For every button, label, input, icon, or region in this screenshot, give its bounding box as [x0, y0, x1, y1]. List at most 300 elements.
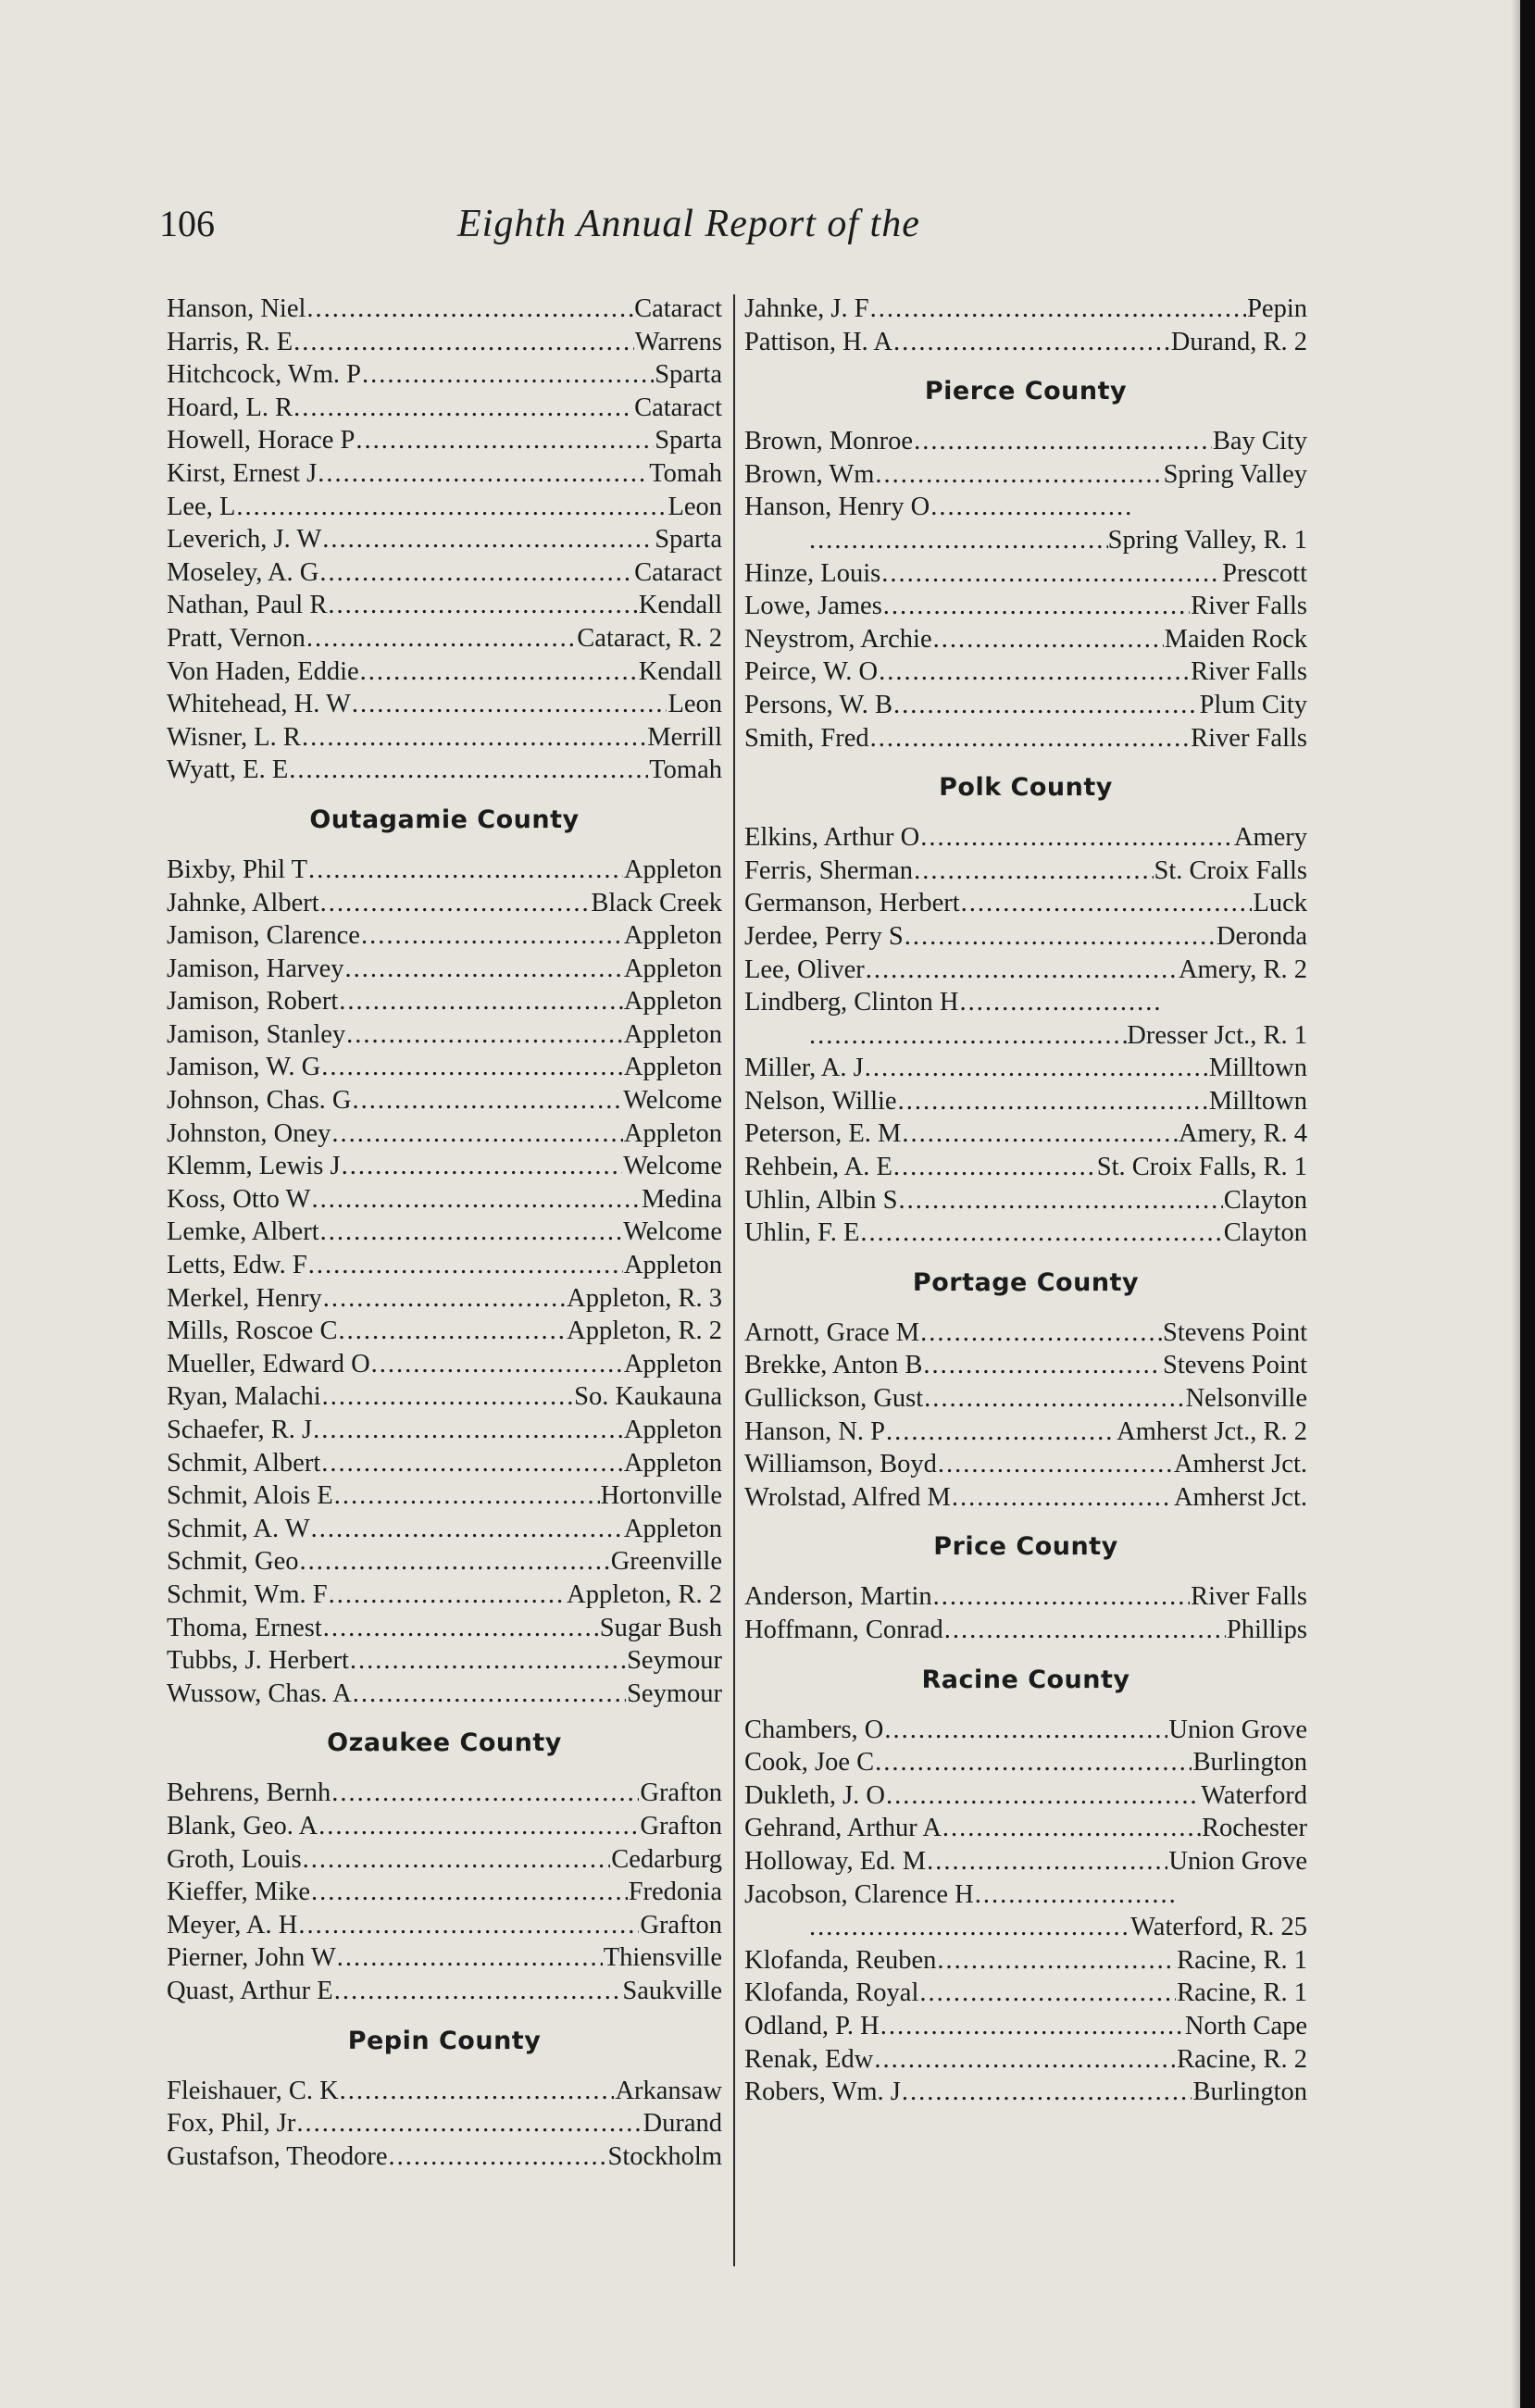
- entry-name: Peterson, E. M: [744, 1119, 902, 1149]
- entry-name: Schmit, Albert: [167, 1448, 321, 1478]
- entry-place: Fredonia: [628, 1878, 722, 1907]
- entry-name: Howell, Horace P: [167, 426, 356, 455]
- dot-leader: [870, 722, 1191, 755]
- entry-name: Schmit, Geo: [167, 1547, 299, 1577]
- directory-entry: [744, 557, 1307, 591]
- dot-leader: [899, 1184, 1223, 1217]
- entry-name: Neystrom, Archie: [744, 624, 932, 654]
- entry-place: Greenville: [610, 1547, 722, 1577]
- directory-entry: [167, 1380, 722, 1414]
- directory-entry: [744, 1151, 1307, 1184]
- dot-leader: [875, 1746, 1192, 1779]
- directory-entry: [167, 1876, 722, 1909]
- entry-place: Plum City: [1199, 690, 1307, 719]
- page-edge: [1520, 0, 1535, 2408]
- dot-leader: [952, 1481, 1173, 1515]
- dot-leader: [289, 754, 648, 787]
- dot-leader: [306, 293, 633, 326]
- page-edge-shadow: [1511, 0, 1520, 2408]
- entry-name: Mueller, Edward O: [167, 1349, 370, 1379]
- directory-entry: [744, 1878, 1307, 1912]
- dot-leader: [860, 1216, 1222, 1250]
- entry-place: Racine, R. 1: [1177, 1945, 1307, 1975]
- dot-leader: [902, 1117, 1178, 1151]
- directory-entry: [167, 1084, 722, 1117]
- directory-entry: [167, 887, 722, 920]
- directory-entry: [744, 1349, 1307, 1382]
- entry-place: Milltown: [1208, 1054, 1307, 1083]
- dot-leader: [321, 1447, 623, 1480]
- dot-leader: [318, 457, 648, 491]
- dot-leader: [893, 326, 1170, 359]
- dot-leader: [302, 721, 646, 755]
- directory-entry: [744, 326, 1307, 359]
- entry-name: Lindberg, Clinton H: [744, 988, 959, 1017]
- dot-leader: [308, 1249, 623, 1282]
- dot-leader: [938, 1448, 1173, 1481]
- dot-leader: [923, 1349, 1162, 1382]
- entry-place: Milltown: [1208, 1086, 1307, 1116]
- county-heading: Polk County: [939, 773, 1113, 803]
- entry-place: Cataract: [634, 557, 722, 587]
- entry-place: Grafton: [640, 1778, 722, 1808]
- directory-entry: [167, 1282, 722, 1316]
- county-heading: Portage County: [912, 1267, 1140, 1297]
- entry-name: Meyer, A. H: [167, 1910, 298, 1940]
- dot-leader: [320, 887, 591, 920]
- entry-continuation: [744, 1911, 1307, 1944]
- dot-leader: [942, 1812, 1201, 1845]
- entry-place: Spring Valley, R. 1: [1107, 525, 1307, 555]
- dot-leader: [933, 1580, 1190, 1614]
- entry-place: Amery: [1233, 823, 1307, 853]
- directory-entry: [167, 1909, 722, 1942]
- dot-leader: [371, 1348, 623, 1381]
- directory-entry: [167, 1117, 722, 1151]
- directory-entry: [744, 1416, 1307, 1449]
- directory-entry: [744, 1481, 1307, 1515]
- directory-entry: [167, 754, 722, 787]
- directory-entry: [167, 556, 722, 590]
- entry-place: Sparta: [655, 360, 722, 390]
- dot-leader: [886, 1779, 1200, 1813]
- entry-name: Brown, Monroe: [744, 427, 914, 456]
- directory-entry: [167, 1150, 722, 1183]
- dot-leader: [919, 1977, 1176, 2010]
- entry-place: Deronda: [1216, 921, 1307, 951]
- entry-place: Stevens Point: [1163, 1351, 1307, 1380]
- directory-entry: [744, 1580, 1307, 1614]
- dot-leader: [334, 1479, 600, 1513]
- dot-leader: [352, 688, 668, 721]
- entry-place: Appleton: [623, 1019, 722, 1049]
- dot-leader: [898, 1085, 1208, 1118]
- entry-name: Klemm, Lewis J: [167, 1152, 341, 1181]
- entry-place: Rochester: [1202, 1814, 1307, 1843]
- entry-name: Gehrand, Arthur A: [744, 1814, 942, 1843]
- dot-leader: [306, 622, 576, 655]
- entry-place: Medina: [641, 1184, 722, 1214]
- entry-name: Groth, Louis: [167, 1844, 302, 1874]
- directory-entry: [167, 1843, 722, 1877]
- directory-entry: [167, 358, 722, 392]
- entry-name: Quast, Arthur E: [167, 1976, 333, 2005]
- dot-leader: [875, 458, 1162, 492]
- directory-entry: [744, 1382, 1307, 1416]
- running-title: Eighth Annual Report of the: [457, 203, 920, 245]
- dot-leader: [959, 986, 1163, 1019]
- directory-entry: [167, 688, 722, 721]
- entry-place: Appleton: [623, 921, 722, 951]
- dot-leader: [880, 2010, 1184, 2043]
- entry-place: Appleton: [623, 987, 722, 1017]
- entry-place: Sugar Bush: [599, 1613, 722, 1642]
- entry-name: Gullickson, Gust: [744, 1384, 924, 1414]
- dot-leader: [293, 326, 634, 359]
- directory-entry: [744, 986, 1307, 1019]
- entry-place: Seymour: [627, 1646, 722, 1676]
- entry-place: So. Kaukauna: [574, 1382, 722, 1412]
- entry-name: Hinze, Louis: [744, 558, 881, 588]
- entry-place: Tomah: [649, 458, 722, 488]
- dot-leader: [311, 1876, 628, 1909]
- entry-name: Gustafson, Theodore: [167, 2141, 388, 2171]
- dot-leader: [744, 1911, 1130, 1944]
- directory-entry: [167, 326, 722, 359]
- entry-place: Appleton: [623, 1053, 722, 1082]
- directory-entry: [744, 2076, 1307, 2109]
- page-header: [0, 196, 1518, 252]
- entry-name: Peirce, W. O: [744, 657, 879, 687]
- directory-entry: [744, 1779, 1307, 1813]
- entry-name: Smith, Fred: [744, 723, 869, 753]
- dot-leader: [975, 1878, 1179, 1912]
- county-heading: Ozaukee County: [327, 1728, 562, 1758]
- entry-name: Anderson, Martin: [744, 1582, 932, 1612]
- entry-place: Welcome: [623, 1086, 722, 1116]
- dot-leader: [893, 689, 1199, 722]
- directory-entry: [167, 622, 722, 655]
- dot-leader: [236, 491, 667, 524]
- dot-leader: [881, 557, 1221, 591]
- entry-continuation: [744, 1019, 1307, 1053]
- dot-leader: [345, 953, 623, 986]
- dot-leader: [311, 1183, 640, 1216]
- entry-place: Sparta: [655, 426, 722, 455]
- dot-leader: [933, 623, 1164, 656]
- dot-leader: [313, 1414, 623, 1447]
- entry-place: Prescott: [1222, 558, 1307, 588]
- entry-name: Jerdee, Perry S: [744, 921, 904, 951]
- directory-entry: [167, 1183, 722, 1216]
- entry-name: Harris, R. E: [167, 327, 293, 356]
- entry-place: Arkansaw: [615, 2076, 722, 2105]
- dot-leader: [389, 2140, 607, 2174]
- directory-entry: [167, 953, 722, 986]
- entry-place: Phillips: [1226, 1616, 1307, 1644]
- directory-entry: [167, 2107, 722, 2140]
- entry-place: Leon: [668, 492, 722, 521]
- entry-place: Appleton, R. 3: [567, 1283, 722, 1313]
- entry-place: Appleton: [623, 1448, 722, 1478]
- dot-leader: [303, 1843, 611, 1877]
- entry-name: Schaefer, R. J: [167, 1416, 313, 1444]
- entry-place: Welcome: [623, 1152, 722, 1181]
- entry-place: Burlington: [1192, 2077, 1307, 2107]
- entry-place: North Cape: [1184, 2011, 1307, 2040]
- entry-place: Stevens Point: [1163, 1317, 1307, 1347]
- entry-place: Appleton, R. 2: [567, 1316, 722, 1346]
- entry-place: Clayton: [1223, 1218, 1307, 1248]
- dot-leader: [353, 1678, 626, 1711]
- entry-name: Lee, L: [167, 492, 236, 521]
- dot-leader: [338, 1315, 566, 1348]
- dot-leader: [874, 2043, 1176, 2077]
- entry-place: Appleton: [623, 1349, 722, 1379]
- entry-place: Dresser Jct., R. 1: [1127, 1020, 1307, 1050]
- entry-name: Thoma, Ernest: [167, 1613, 322, 1642]
- entry-place: Amherst Jct.: [1173, 1482, 1307, 1512]
- entry-name: Pattison, H. A: [744, 327, 892, 356]
- directory-entry: [744, 1977, 1307, 2010]
- entry-place: Kendall: [638, 591, 722, 620]
- entry-name: Elkins, Arthur O: [744, 823, 920, 853]
- entry-name: Pratt, Vernon: [167, 623, 306, 653]
- directory-entry: [167, 1018, 722, 1052]
- directory-entry: [744, 821, 1307, 855]
- entry-place: Seymour: [627, 1678, 722, 1708]
- directory-entry: [167, 2075, 722, 2108]
- directory-entry: [167, 655, 722, 689]
- entry-place: Racine, R. 2: [1177, 2044, 1307, 2074]
- entry-name: Tubbs, J. Herbert: [167, 1646, 349, 1676]
- directory-entry: [744, 1845, 1307, 1878]
- entry-name: Kieffer, Mike: [167, 1878, 311, 1907]
- dot-leader: [902, 2076, 1192, 2109]
- entry-name: Uhlin, F. E: [744, 1218, 860, 1248]
- entry-name: Jamison, Robert: [167, 987, 339, 1017]
- dot-leader: [342, 1150, 622, 1183]
- entry-place: Burlington: [1192, 1748, 1307, 1778]
- entry-name: Whitehead, H. W: [167, 690, 351, 719]
- directory-entry: [744, 293, 1307, 326]
- entry-name: Ferris, Sherman: [744, 855, 914, 885]
- dot-leader: [322, 523, 654, 556]
- dot-leader: [319, 556, 633, 590]
- entry-name: Lowe, James: [744, 592, 882, 621]
- entry-place: Appleton: [623, 954, 722, 983]
- directory-entry: [167, 1612, 722, 1645]
- directory-entry: [167, 1479, 722, 1513]
- entry-place: River Falls: [1191, 1582, 1307, 1612]
- directory-entry: [167, 424, 722, 457]
- directory-entry: [167, 1975, 722, 2008]
- entry-place: Appleton: [623, 1118, 722, 1148]
- directory-entry: [167, 985, 722, 1018]
- entry-name: Schmit, Wm. F: [167, 1579, 328, 1609]
- entry-name: Nathan, Paul R: [167, 591, 328, 620]
- entry-place: Appleton: [623, 1514, 722, 1543]
- directory-entry: [167, 2140, 722, 2174]
- entry-name: Chambers, O: [744, 1715, 884, 1744]
- directory-entry: [167, 854, 722, 887]
- entry-place: Durand, R. 2: [1170, 327, 1307, 356]
- directory-entry: [744, 1746, 1307, 1779]
- dot-leader: [331, 1117, 623, 1151]
- county-heading: Pepin County: [347, 2026, 542, 2055]
- entry-name: Koss, Otto W: [167, 1184, 311, 1214]
- directory-entry: [167, 919, 722, 953]
- directory-entry: [744, 1944, 1307, 1978]
- dot-leader: [905, 920, 1216, 954]
- entry-place: Black Creek: [591, 888, 722, 917]
- left-column: [167, 293, 722, 2173]
- directory-entry: [167, 293, 722, 326]
- dot-leader: [296, 2107, 642, 2140]
- entry-name: Schmit, A. W: [167, 1514, 310, 1543]
- entry-name: Jacobson, Clarence H: [744, 1879, 974, 1909]
- entry-name: Brekke, Anton B: [744, 1351, 923, 1380]
- entry-name: Uhlin, Albin S: [744, 1185, 898, 1215]
- directory-entry: [744, 1714, 1307, 1747]
- entry-name: Persons, W. B: [744, 690, 892, 719]
- directory-entry: [744, 722, 1307, 755]
- dot-leader: [328, 589, 637, 622]
- entry-name: Pierner, John W: [167, 1943, 336, 1973]
- entry-place: Cataract: [634, 294, 722, 323]
- dot-leader: [920, 821, 1233, 855]
- entry-name: Bixby, Phil T: [167, 855, 308, 884]
- entry-place: Appleton: [623, 1416, 722, 1444]
- dot-leader: [866, 954, 1178, 987]
- dot-leader: [353, 1084, 623, 1117]
- dot-leader: [346, 1018, 623, 1052]
- entry-place: Welcome: [623, 1217, 722, 1247]
- entry-place: Amherst Jct.: [1173, 1450, 1307, 1479]
- dot-leader: [334, 1975, 622, 2008]
- county-heading: Pierce County: [924, 377, 1128, 406]
- entry-name: Klofanda, Reuben: [744, 1945, 937, 1975]
- entry-place: Luck: [1253, 889, 1307, 918]
- county-heading: Price County: [933, 1532, 1118, 1562]
- entry-place: Grafton: [640, 1811, 722, 1840]
- entry-name: Lee, Oliver: [744, 954, 865, 984]
- entry-place: Warrens: [634, 327, 722, 356]
- entry-place: Amery, R. 4: [1178, 1119, 1307, 1149]
- entry-name: Arnott, Grace M: [744, 1317, 920, 1347]
- dot-leader: [914, 855, 1153, 888]
- entry-place: Waterford: [1201, 1780, 1307, 1810]
- entry-name: Fleishauer, C. K: [167, 2076, 339, 2105]
- entry-continuation: [744, 524, 1307, 557]
- dot-leader: [298, 1909, 639, 1942]
- directory-entry: [167, 1051, 722, 1084]
- directory-entry: [744, 1316, 1307, 1350]
- entry-name: Jamison, Stanley: [167, 1019, 346, 1049]
- directory-entry: [167, 1777, 722, 1810]
- dot-leader: [329, 1578, 567, 1612]
- dot-leader: [350, 1644, 626, 1678]
- dot-leader: [331, 1777, 639, 1810]
- right-column: [744, 293, 1307, 2109]
- dot-leader: [930, 491, 1134, 524]
- dot-leader: [865, 1052, 1208, 1085]
- dot-leader: [337, 1941, 603, 1975]
- entry-name: Ryan, Malachi: [167, 1382, 321, 1412]
- directory-entry: [167, 523, 722, 556]
- entry-place: Cataract: [634, 393, 722, 422]
- entry-place: Merrill: [647, 722, 722, 752]
- entry-place: Saukville: [622, 1976, 722, 2005]
- entry-name: Jahnke, Albert: [167, 888, 319, 917]
- entry-name: Hoffmann, Conrad: [744, 1616, 943, 1644]
- entry-place: Durand: [643, 2109, 722, 2139]
- directory-entry: [167, 721, 722, 755]
- entry-name: Von Haden, Eddie: [167, 656, 359, 686]
- dot-leader: [870, 293, 1246, 326]
- entry-name: Moseley, A. G: [167, 557, 319, 587]
- directory-entry: [167, 1545, 722, 1578]
- county-heading: Racine County: [921, 1665, 1130, 1694]
- directory-entry: [167, 1644, 722, 1678]
- directory-entry: [167, 1414, 722, 1447]
- dot-leader: [879, 655, 1190, 689]
- entry-name: Miller, A. J: [744, 1054, 864, 1083]
- entry-place: Appleton: [623, 1251, 722, 1280]
- entry-name: Nelson, Willie: [744, 1086, 897, 1116]
- directory-entry: [744, 2043, 1307, 2077]
- page-number: 106: [159, 203, 215, 244]
- entry-place: Bay City: [1212, 427, 1307, 456]
- dot-leader: [360, 655, 638, 689]
- entry-place: River Falls: [1191, 723, 1307, 753]
- directory-entry: [744, 1216, 1307, 1250]
- dot-leader: [744, 524, 1108, 557]
- entry-name: Odland, P. H: [744, 2011, 880, 2040]
- column-divider: [733, 294, 735, 2266]
- entry-name: Merkel, Henry: [167, 1283, 322, 1313]
- entry-place: Cataract, R. 2: [577, 623, 722, 653]
- dot-leader: [886, 1416, 1116, 1449]
- directory-entry: [744, 2010, 1307, 2043]
- directory-entry: [744, 458, 1307, 492]
- directory-entry: [167, 392, 722, 425]
- entry-name: Wisner, L. R: [167, 722, 301, 752]
- dot-leader: [311, 1513, 623, 1546]
- entry-place: Nelsonville: [1185, 1384, 1307, 1414]
- entry-place: Amery, R. 2: [1178, 954, 1307, 984]
- entry-name: Germanson, Herbert: [744, 889, 960, 918]
- entry-place: St. Croix Falls: [1154, 855, 1307, 885]
- entry-name: Johnson, Chas. G: [167, 1086, 352, 1116]
- dot-leader: [320, 1216, 622, 1249]
- entry-place: Maiden Rock: [1164, 624, 1307, 654]
- entry-name: Letts, Edw. F: [167, 1251, 307, 1280]
- entry-place: Leon: [668, 690, 722, 719]
- entry-name: Hanson, Niel: [167, 294, 306, 323]
- entry-name: Rehbein, A. E: [744, 1153, 892, 1182]
- entry-name: Hanson, Henry O: [744, 493, 930, 522]
- entry-place: Thiensville: [603, 1943, 722, 1973]
- entry-name: Brown, Wm: [744, 459, 875, 489]
- entry-name: Holloway, Ed. M: [744, 1846, 927, 1876]
- entry-name: Cook, Joe C: [744, 1748, 875, 1778]
- dot-leader: [920, 1316, 1162, 1350]
- directory-entry: [744, 689, 1307, 722]
- entry-name: Jahnke, J. F: [744, 294, 869, 323]
- dot-leader: [961, 887, 1253, 920]
- dot-leader: [322, 1380, 573, 1414]
